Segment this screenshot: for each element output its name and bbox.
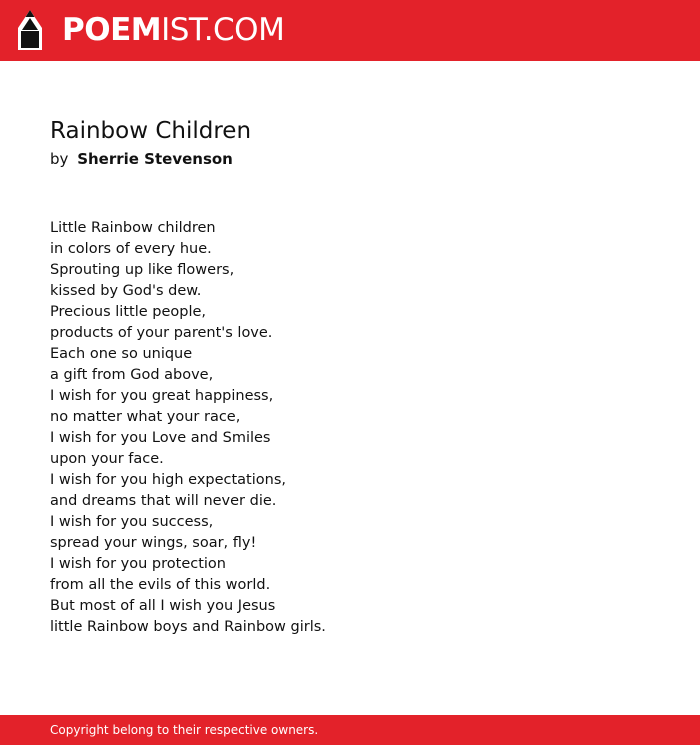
poem-line: products of your parent's love. xyxy=(50,325,273,341)
logo-text-bold: POEM xyxy=(62,12,162,48)
poem-line: spread your wings, soar, fly! xyxy=(50,535,257,551)
poem-line: But most of all I wish you Jesus xyxy=(50,598,276,614)
poem-line: Each one so unique xyxy=(50,346,193,362)
poem-line: upon your face. xyxy=(50,451,164,467)
poem-line: Precious little people, xyxy=(50,304,207,320)
poem-line: I wish for you Love and Smiles xyxy=(50,430,271,446)
poem-line: I wish for you great happiness, xyxy=(50,388,274,404)
poem-body xyxy=(50,218,326,638)
poem-line: in colors of every hue. xyxy=(50,241,212,257)
site-footer xyxy=(0,715,700,745)
author-name: Sherrie Stevenson xyxy=(77,150,233,168)
site-header xyxy=(0,0,700,61)
poem-line: little Rainbow boys and Rainbow girls. xyxy=(50,619,326,635)
poem-line: Sprouting up like flowers, xyxy=(50,262,235,278)
copyright-notice: Copyright belong to their respective owners. xyxy=(50,723,319,737)
poem-line: kissed by God's dew. xyxy=(50,283,202,299)
by-label: by xyxy=(50,150,69,168)
site-logo[interactable] xyxy=(62,11,284,49)
poem-title: Rainbow Children xyxy=(50,118,252,144)
poem-line: from all the evils of this world. xyxy=(50,577,271,593)
poem-line: I wish for you protection xyxy=(50,556,226,572)
logo-text-light: IST.COM xyxy=(161,12,285,48)
pencil-icon[interactable] xyxy=(17,9,43,51)
poem-line: I wish for you success, xyxy=(50,514,214,530)
poem-line: a gift from God above, xyxy=(50,367,214,383)
poem-line: no matter what your race, xyxy=(50,409,241,425)
poem-line: Little Rainbow children xyxy=(50,220,216,236)
poem-line: I wish for you high expectations, xyxy=(50,472,287,488)
poem-line: and dreams that will never die. xyxy=(50,493,277,509)
poem-byline xyxy=(50,148,233,170)
